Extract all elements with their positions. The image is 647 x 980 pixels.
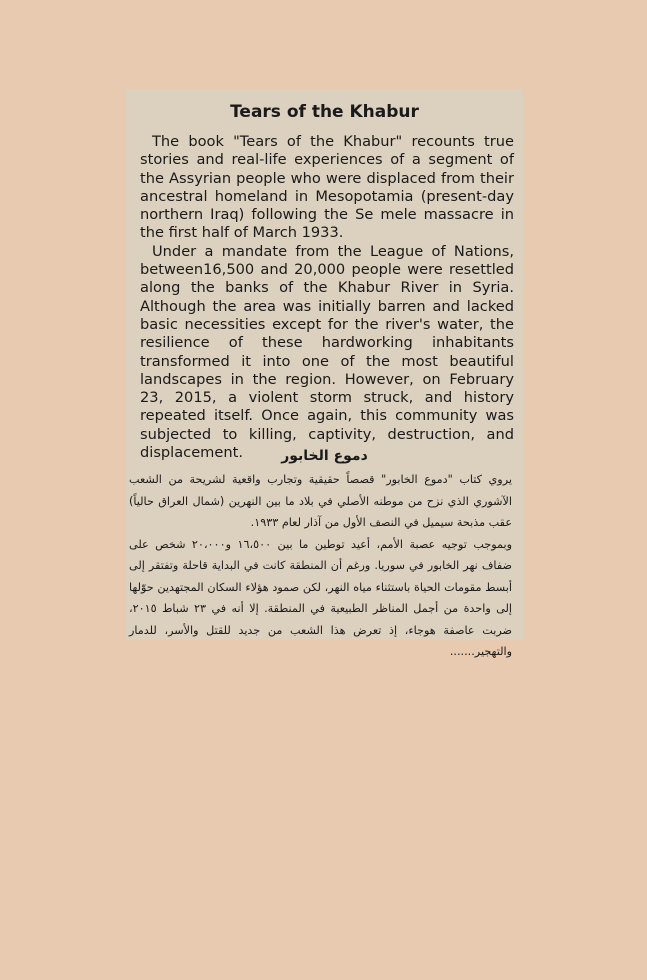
text-card bbox=[126, 89, 523, 658]
arabic-paragraph: وبموجب توجيه عصبة الأمم، أعيد توطين ما بين ١٦،٥٠٠ و٢٠،٠٠٠ شخص على ضفاف نهر الخابور في سوريا. ورغم أن المنطقة كانت في البداية قاحلة وتفتقر إلى أبسط مقومات الحياة باستثناء مياه النهر، لكن صمود هؤلاء السكان المجتهدين حوّلها إلى واحدة من أجمل المناظر الطبيعية في المنطقة. إلا أنه في ٢٣ شباط ٢٠١٥، ضربت عاصفة هوجاء، إذ تعرض هذا الشعب من جديد للقتل والأسر، للدمار والتهجير....... bbox=[129, 537, 512, 658]
english-title: Tears of the Khabur bbox=[230, 102, 419, 122]
arabic-paragraph: يروي كتاب "دموع الخابور" قصصاً حقيقية وتجارب واقعية لشريحة من الشعب الآشوري الذي نزح من موطنه الأصلي في بلاد ما بين النهرين (شمال العراق حالياً) عقب مذبحة سيميل في النصف الأول من آذار لعام ١٩٣٣. bbox=[129, 473, 512, 529]
arabic-title: دموع الخابور bbox=[281, 448, 368, 464]
english-paragraph: Under a mandate from the League of Nations, between16,500 and 20,000 people were resettled along the banks of the Khabur River in Syria. Although the area was initially barren and lacked basic necessities except for the river's water, the resilience of these hardworking inhabitants transformed it into one of the most beautiful landscapes in the region. However, on February 23, 2015, a violent storm struck, and history repeated itself. Once again, this community was subjected to killing, captivity, destruction, and displacement. bbox=[140, 242, 514, 462]
arabic-body bbox=[129, 469, 512, 663]
english-body bbox=[140, 133, 514, 462]
english-paragraph: The book "Tears of the Khabur" recounts true stories and real-life experiences of a segment of the Assyrian people who were displaced from their ancestral homeland in Mesopotamia (present-day northern Iraq) following the Se mele massacre in the first half of March 1933. bbox=[140, 133, 514, 242]
